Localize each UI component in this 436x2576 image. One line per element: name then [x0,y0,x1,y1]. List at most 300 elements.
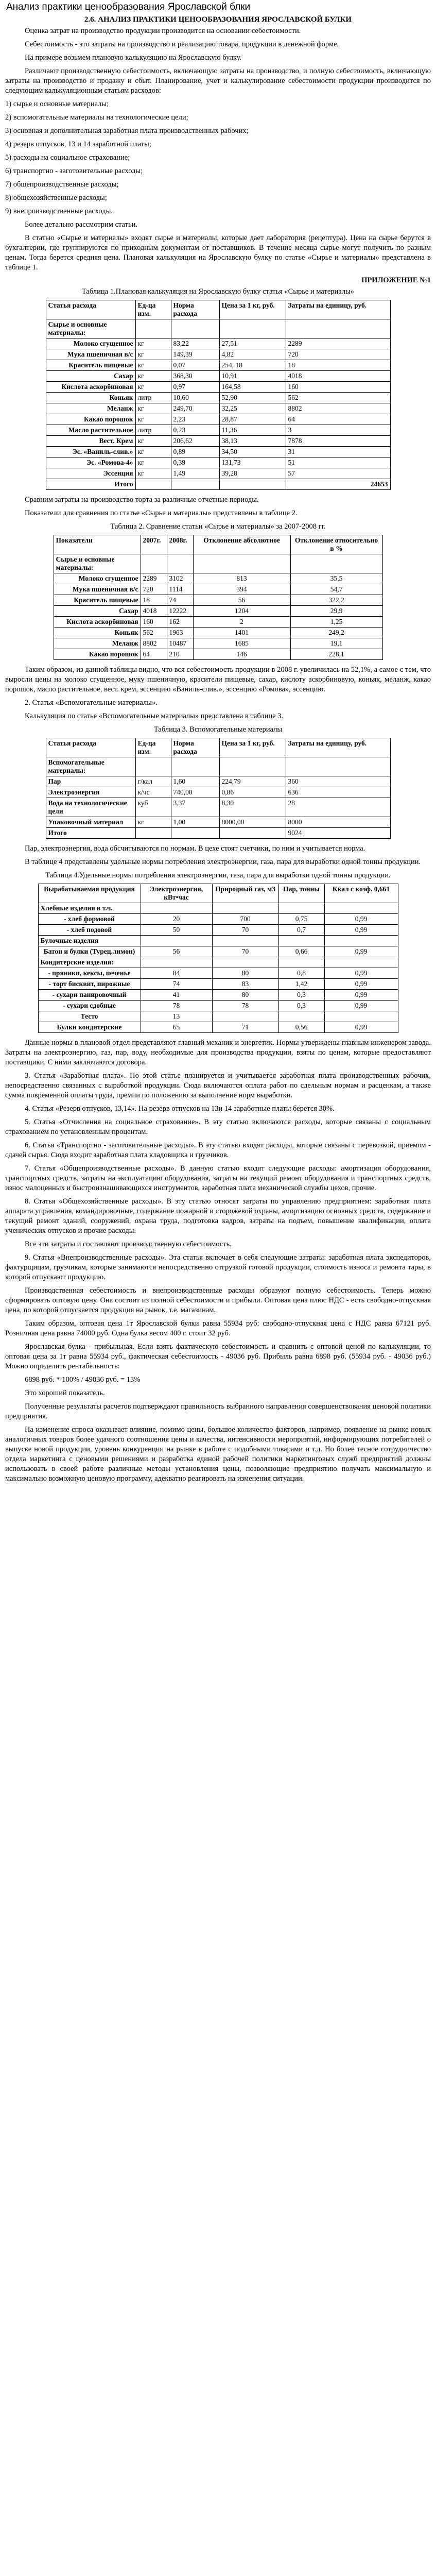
table-row [46,425,390,436]
table-cell: 38,13 [219,436,286,447]
table-row [38,968,398,979]
table-cell: 636 [286,787,390,798]
table-row [38,925,398,936]
column-header: Цена за 1 кг, руб. [219,300,286,319]
table-cell: 10,91 [219,371,286,382]
table-row [38,1022,398,1033]
table-cell: 51 [286,457,390,468]
row-label: - пряники, кексы, печенье [38,968,141,979]
table-row [46,757,390,776]
table-cell: 1,60 [171,776,219,787]
table-cell: 18 [141,595,167,606]
column-header: Природный газ, м3 [212,884,278,903]
paragraph: 5. Статья «Отчисления на социальное страхование». В эту статью включаются расходы, которые связаны с социальным страхованием по установленным процентам. [5,1118,431,1136]
paragraph: Более детально рассмотрим статьи. [25,221,137,229]
table-cell: 11,36 [219,425,286,436]
table-row [54,649,382,660]
paragraph: На примере возьмем плановую калькуляцию на Ярославскую булку. [25,54,242,62]
row-label: Эс. «Ромова-4» [46,457,135,468]
table-cell: 0,99 [324,925,398,936]
table-row [46,776,390,787]
section-label: Хлебные изделия в т.ч. [38,903,141,914]
table-cell: 0,8 [278,968,324,979]
column-header: Ед-ца изм. [135,738,171,757]
row-label: Булки кондитерские [38,1022,141,1033]
table-cell: 164,58 [219,382,286,393]
table-cell: 8,30 [219,798,286,817]
group-label: Сырье и основные материалы: [46,319,135,338]
table-cell: 1204 [193,606,290,617]
table-row [46,798,390,817]
column-header: Отклонение абсолютное [193,535,290,554]
table-cell: 2289 [286,338,390,349]
paragraph: Ярославская булка - прибыльная. Если взять фактическую себестоимость и сравнить с оптовой ценой по калькуляции, то оптовая цена за 1т равна 55934 руб., фактическая себестоимость - 49036 руб. Прибыль равна 6898 руб. (55934 руб. - 49036 руб.) Можно определить рентабельность: [5,1343,431,1370]
paragraph: В статью «Сырье и материалы» входят сырье и материалы, которые дает лаборатория (рецептура). Цена на сырье берутся в бухгалтерии, где группируются по приходным документам от поставщиков. В течение месяца сырье могут получить по разным ценам. Тогда берется средняя цена. Плановая калькуляция на Ярославскую булку по статье «Сырье и материалы» представлена в таблице 1. [5,234,431,272]
intro-block [5,26,431,96]
table-cell: 2 [193,617,290,628]
table-2 [54,535,383,660]
table-cell: 19,1 [290,638,382,649]
table-cell: литр [135,393,171,403]
table-cell: 80 [212,990,278,1001]
table-cell: 162 [167,617,193,628]
group-label: Сырье и основные материалы: [54,554,141,573]
table-row [46,371,390,382]
table-4-body [38,903,398,1033]
row-label: - сухари сдобные [38,1001,141,1011]
table-1-body [46,338,390,479]
column-header: Ккал с коэф. 0,661 [324,884,398,903]
paragraph: 6898 руб. * 100% / 49036 руб. = 13% [25,1376,141,1384]
paragraph: Все эти затраты и составляют производственную себестоимость. [25,1240,232,1248]
table-cell: г/кал [135,776,171,787]
row-label: Краситель пищевые [46,360,135,371]
paragraph: 9. Статья «Внепроизводственные расходы». Эта статья включает в себя следующие затраты: заработная плата экспедиторов, фактурщицам, грузчикам, которые занимаются непосредственно отгрузкой готовой продукции, стоимость износа и ремонта тары, в которой отпускают продукцию. [5,1253,431,1281]
table-cell: кг [135,371,171,382]
row-label: Коньяк [54,628,141,638]
table-cell: 210 [167,649,193,660]
table-cell: 74 [167,595,193,606]
paragraph: Пар, электроэнергия, вода обсчитываются по нормам. В цехе стоят счетчики, по ним и учитывается норма. [25,844,365,853]
table-cell: 28,87 [219,414,286,425]
table-row [46,414,390,425]
table-row [46,360,390,371]
column-header: Цена за 1 кг, руб. [219,738,286,757]
row-label: Вест. Крем [46,436,135,447]
row-label: Меланж [46,403,135,414]
table-row [46,393,390,403]
section-label: Кондитерские изделия: [38,957,141,968]
table-cell: 0,99 [324,990,398,1001]
table-row [38,1001,398,1011]
table-cell: 78 [212,1001,278,1011]
table-cell: кг [135,447,171,457]
row-label: - хлеб подовой [38,925,141,936]
list-item: 8) общехозяйственные расходы; [5,194,107,202]
list-item: 3) основная и дополнительная заработная плата производственных рабочих; [5,127,249,135]
table-cell: 8000 [286,817,390,828]
list-item: 5) расходы на социальное страхование; [5,154,130,162]
row-label: Молоко сгущенное [54,573,141,584]
table-cell: кг [135,468,171,479]
total-value: 24653 [286,479,390,490]
row-label: Кислота аскорбиновая [46,382,135,393]
table-cell: 4,82 [219,349,286,360]
table-caption: Таблица 1.Плановая калькуляция на Ярославскую булку статья «Сырье и материалы» [81,287,355,296]
row-label: Коньяк [46,393,135,403]
table-row [46,447,390,457]
table-row [38,1011,398,1022]
table-cell [278,1011,324,1022]
table-cell: 0,99 [324,1022,398,1033]
table-cell: куб [135,798,171,817]
table-cell: 74 [141,979,212,990]
paragraph: Производственная себестоимость и внепроизводственные расходы образуют полную себестоимость. Теперь можно сформировать оптовую цену. Она состоит из полной себестоимости и прибыли. Оптовая цена плюс НДС - есть свободно-отпускная цена, по которой отпускается продукция на рынок, т.е. магазинам. [5,1286,431,1314]
table-cell: 160 [141,617,167,628]
table-cell: 368,30 [171,371,219,382]
table-cell [324,1011,398,1022]
table-cell: 131,73 [219,457,286,468]
table-cell: 29,9 [290,606,382,617]
paragraph: Сравним затраты на производство торта за различные отчетные периоды. [25,496,259,504]
paragraph: На изменение спроса оказывает влияние, помимо цены, большое количество факторов, например, появление на рынке новых аналогичных товаров более удачного соотношения цены и качества, интенсивности мероприятий, информирующих потребителей о выпуске новой продукции, уровень конкуренции на рынке в работе с подобными товарами и т.д. Но более тесное сотрудничество отдела маркетинга с ценовыми решениями и разработка единой рабочей политики маркетинговых служб предприятий должны использовать в своей работе различные методы установления цены, позволяющие предприятию получать максимальную и максимально возможную ценовую программу, адекватно реагировать на изменения ситуации. [5,1426,431,1483]
table-cell: 1,25 [290,617,382,628]
paragraph: Различают производственную себестоимость, включающую затраты на производство, и полную себестоимость, включающую затраты на производство и продажу и сбыт. Планирование, учет и калькулирование себестоимости продукции производится по следующим калькуляционным статьям расходов: [5,67,431,95]
table-row [46,319,390,338]
table-cell: 1114 [167,584,193,595]
table-cell: 83 [212,979,278,990]
table-1 [46,300,391,490]
table-cell: 20 [141,914,212,925]
column-header: Норма расхода [171,300,219,319]
list-item: 1) сырье и основные материалы; [5,100,109,108]
table-cell: 224,79 [219,776,286,787]
row-label: - торт бисквит, пирожные [38,979,141,990]
table-3 [46,738,391,839]
table-cell: 39,28 [219,468,286,479]
row-label: Сахар [54,606,141,617]
column-header: 2007г. [141,535,167,554]
column-header: Электроэнергия, кВт•час [141,884,212,903]
table-cell: 27,51 [219,338,286,349]
table-cell: 10,60 [171,393,219,403]
table-cell: 720 [141,584,167,595]
table-cell: 57 [286,468,390,479]
table-caption: Таблица 4.Удельные нормы потребления электроэнергии, газа, пара для выработки одной тонны продукции. [45,871,391,879]
row-label: Кислота аскорбиновая [54,617,141,628]
table-cell: кг [135,817,171,828]
row-label: Эссенция [46,468,135,479]
table-row [54,628,382,638]
table-cell: 249,2 [290,628,382,638]
row-label: Масло растительное [46,425,135,436]
table-row [54,617,382,628]
table-cell: 700 [212,914,278,925]
column-header: Показатели [54,535,141,554]
table-row [54,573,382,584]
row-label: Вода на технологические цели [46,798,135,817]
table-cell: 41 [141,990,212,1001]
table-cell: 0,3 [278,990,324,1001]
table-cell: кг [135,414,171,425]
paragraph: В таблице 4 представлены удельные нормы потребления электроэнергии, газа, пара для выработки одной тонны продукции. [25,858,421,866]
table-cell: 0,07 [171,360,219,371]
column-header: Статья расхода [46,738,135,757]
table-cell: 35,5 [290,573,382,584]
table-row [46,338,390,349]
list-item: 4) резерв отпусков, 13 и 14 заработной платы; [5,140,151,148]
row-label: Мука пшеничная в/с [54,584,141,595]
table-cell: кг [135,338,171,349]
row-label: Пар [46,776,135,787]
table-header-row [46,738,390,757]
table-cell: 10487 [167,638,193,649]
paragraph: Таким образом, из данной таблицы видно, что вся себестоимость продукции в 2008 г. увеличилась на 52,1%, а самое с тем, что выросли цены на молоко сгущенное, муку пшеничную, красители пищевые, сахар, кислоту аскорбиновую, коньяк, меланж, какао порошок, масло растительное, вест. крем, эссенцию «Ваниль-слив.», эссенцию «Ромова», эссенцию. [5,666,431,693]
table-cell: 0,97 [171,382,219,393]
table-row [54,638,382,649]
table-header-row [38,884,398,903]
row-label: Тесто [38,1011,141,1022]
table-cell: кг [135,360,171,371]
table-row [38,990,398,1001]
cost-item-list [5,99,431,216]
table-cell: 1,42 [278,979,324,990]
column-header: Норма расхода [171,738,219,757]
site-title: Анализ практики ценообразования Ярославской блки [6,2,251,12]
column-header: Статья расхода [46,300,135,319]
table-cell: 160 [286,382,390,393]
table-row [46,436,390,447]
table-cell: 71 [212,1022,278,1033]
table-header-row [54,535,382,554]
paragraph: Полученные результаты расчетов подтверждают правильность выбранного направления совершенствования ценовой политики предприятия. [5,1402,431,1420]
table-cell [212,1011,278,1022]
table-cell: 4018 [141,606,167,617]
table-cell: 64 [286,414,390,425]
section-heading: 2.6. АНАЛИЗ ПРАКТИКИ ЦЕНООБРАЗОВАНИЯ ЯРОСЛАВСКОЙ БУЛКИ [84,15,352,24]
table-total-row [46,479,390,490]
table-cell: 52,90 [219,393,286,403]
paragraph: Калькуляция по статье «Вспомогательные материалы» представлена в таблице 3. [25,712,284,720]
table-cell: кг [135,403,171,414]
table-total-row [46,828,390,839]
table-cell: 562 [286,393,390,403]
table-cell: 0,39 [171,457,219,468]
table-row [38,979,398,990]
column-header: Затраты на единицу, руб. [286,300,390,319]
table-row [46,817,390,828]
column-header: Ед-ца изм. [135,300,171,319]
section-row [38,936,398,946]
table-cell: 0,75 [278,914,324,925]
row-label: Молоко сгущенное [46,338,135,349]
table-row [54,606,382,617]
table-cell: 78 [141,1001,212,1011]
table-cell: 249,70 [171,403,219,414]
column-header: Пар, тонны [278,884,324,903]
table-cell: 0,56 [278,1022,324,1033]
table-cell: 8000,00 [219,817,286,828]
table-cell: 0,66 [278,946,324,957]
row-label: Батон и булки (Турец.лимон) [38,946,141,957]
table-cell: 0,99 [324,946,398,957]
row-label: Эс. «Ваниль-слив.» [46,447,135,457]
table-cell: 31 [286,447,390,457]
table-cell: 0,23 [171,425,219,436]
table-cell: кг [135,457,171,468]
appendix-label: ПРИЛОЖЕНИЕ №1 [361,276,431,284]
table-cell: 12222 [167,606,193,617]
table-cell: 64 [141,649,167,660]
table-cell: 394 [193,584,290,595]
table-cell: к/чс [135,787,171,798]
section-row [38,903,398,914]
table-cell: 3,37 [171,798,219,817]
table-2-body [54,573,382,660]
row-label: Сахар [46,371,135,382]
section-row [38,957,398,968]
column-header: 2008г. [167,535,193,554]
table-cell: 7878 [286,436,390,447]
table-row [46,787,390,798]
table-cell: 0,7 [278,925,324,936]
table-cell: 56 [141,946,212,957]
table-cell: 1963 [167,628,193,638]
table-row [54,554,382,573]
table-row [54,595,382,606]
row-label: Какао порошок [46,414,135,425]
table-cell: 1,49 [171,468,219,479]
table-caption: Таблица 3. Вспомогательные материалы [153,725,283,734]
table-row [46,349,390,360]
body-text [5,1038,431,1484]
table-cell: 3102 [167,573,193,584]
page [5,2,431,1484]
table-cell: 1685 [193,638,290,649]
list-item: 2) вспомогательные материалы на технологические цели; [5,113,188,122]
table-cell: 562 [141,628,167,638]
table-row [38,914,398,925]
table-cell: 13 [141,1011,212,1022]
row-label: Мука пшеничная в/с [46,349,135,360]
paragraph: Это хороший показатель. [25,1389,105,1397]
row-label: Электроэнергия [46,787,135,798]
table-row [46,382,390,393]
table-cell: 740,00 [171,787,219,798]
table-cell: 0,89 [171,447,219,457]
total-label: Итого [46,479,135,490]
table-cell: 1401 [193,628,290,638]
table-cell: 0,99 [324,1001,398,1011]
table-cell: 28 [286,798,390,817]
paragraph: Таким образом, оптовая цена 1т Ярославской булки равна 55934 руб: свободно-отпускная цена с НДС равна 67121 руб. Розничная цена равна 74000 руб. Одна булка весом 400 г. стоит 32 руб. [5,1319,431,1337]
row-label: Краситель пищевые [54,595,141,606]
table-cell: 228,1 [290,649,382,660]
table-cell: 149,39 [171,349,219,360]
table-cell: 322,2 [290,595,382,606]
table-cell: 0,99 [324,968,398,979]
list-item: 7) общепроизводственные расходы; [5,180,119,189]
section-label: Булочные изделия [38,936,141,946]
table-cell: 0,99 [324,979,398,990]
table-cell: 0,3 [278,1001,324,1011]
total-label: Итого [46,828,135,839]
table-header-row [46,300,390,319]
group-label: Вспомогательные материалы: [46,757,135,776]
table-cell: 70 [212,925,278,936]
table-cell: 360 [286,776,390,787]
paragraph: Оценка затрат на производство продукции производится на основании себестоимости. [25,27,301,35]
list-item: 9) внепроизводственные расходы. [5,207,113,215]
table-row [46,468,390,479]
table-cell: 2,23 [171,414,219,425]
table-cell: 1,00 [171,817,219,828]
paragraph: Показатели для сравнения по статье «Сырье и материалы» представлены в таблице 2. [25,509,298,517]
paragraph: 3. Статья «Заработная плата». По этой статье планируется и учитывается заработная плата производственных рабочих, непосредственно связанных с выработкой продукции. Сюда включаются оплата работ по сдельным нормам и расценкам, а также сумма повременной оплаты труда, премии по положению за выполнение норм выработки. [5,1072,431,1099]
table-cell: 720 [286,349,390,360]
row-label: - хлеб формовой [38,914,141,925]
table-cell: 206,62 [171,436,219,447]
paragraph: Данные нормы в плановой отдел представляют главный механик и энергетик. Нормы утверждены главным инженером завода. Затраты на электроэнергию, газ, пар, воду, необходимые для производства продукции, взяты по ценам, которые предоставляют поставщики. С ними заключаются договора. [5,1039,431,1066]
table-cell: кг [135,349,171,360]
column-header: Вырабатываемая продукция [38,884,141,903]
table-row [46,457,390,468]
row-label: Какао порошок [54,649,141,660]
table-cell: 813 [193,573,290,584]
table-cell: 56 [193,595,290,606]
table-cell: 254, 18 [219,360,286,371]
column-header: Затраты на единицу, руб. [286,738,390,757]
column-header: Отклонение относительно в % [290,535,382,554]
table-cell: 50 [141,925,212,936]
row-label: Меланж [54,638,141,649]
table-cell: 0,99 [324,914,398,925]
table-cell: 84 [141,968,212,979]
paragraph: 2. Статья «Вспомогательные материалы». [25,699,158,707]
total-value: 9024 [286,828,390,839]
paragraph: 6. Статья «Транспортно - заготовительные расходы». В эту статью входят расходы, которые связаны с перевозкой, приемом - сдачей сырья. Сюда входит заработная плата кладовщика и грузчиков. [5,1141,431,1159]
list-item: 6) транспортно - заготовительные расходы; [5,167,143,175]
table-cell: 8802 [141,638,167,649]
table-cell: 18 [286,360,390,371]
table-4 [38,884,398,1033]
paragraph: 4. Статья «Резерв отпусков, 13,14». На резерв отпусков на 13и 14 заработные платы берется 30%. [25,1105,335,1113]
table-row [38,946,398,957]
table-cell: 80 [212,968,278,979]
table-cell: 8802 [286,403,390,414]
table-caption: Таблица 2. Сравнение статьи «Сырье и материалы» за 2007-2008 гг. [110,522,326,531]
table-cell: 0,86 [219,787,286,798]
table-cell: литр [135,425,171,436]
row-label: Упаковочный материал [46,817,135,828]
paragraph: Себестоимость - это затраты на производство и реализацию товара, продукции в денежной форме. [25,40,339,48]
table-cell: 65 [141,1022,212,1033]
paragraph: 7. Статья «Общепроизводственные расходы». В данную статью входят следующие расходы: амортизация оборудования, транспортных средств, затраты на эксплуатацию оборудования, затраты на текущий ремонт оборудования и транспортных средств, износ малоценных и быстроизнашивающихся инструментов, заработная плата механической службы цехов, прочие. [5,1164,431,1192]
table-cell: 83,22 [171,338,219,349]
table-cell: кг [135,382,171,393]
table-cell: 34,50 [219,447,286,457]
table-cell: 32,25 [219,403,286,414]
table-cell: 3 [286,425,390,436]
row-label: - сухари панировочный [38,990,141,1001]
table-cell: 4018 [286,371,390,382]
table-3-body [46,776,390,828]
table-row [46,403,390,414]
table-cell: кг [135,436,171,447]
table-row [54,584,382,595]
paragraph: 8. Статья «Общехозяйственные расходы». В эту статью относят затраты по управлению предприятием: заработная плата аппарата управления, командировочные, содержание пожарной и сторожевой охраны, амортизацию основных средств, содержание и текущий ремонт зданий, сооружений, охрана труда, подготовка кадров, затраты на подъем, повышение квалификации, оплата ученических отпусков и прочие расходы. [5,1197,431,1235]
table-cell: 146 [193,649,290,660]
